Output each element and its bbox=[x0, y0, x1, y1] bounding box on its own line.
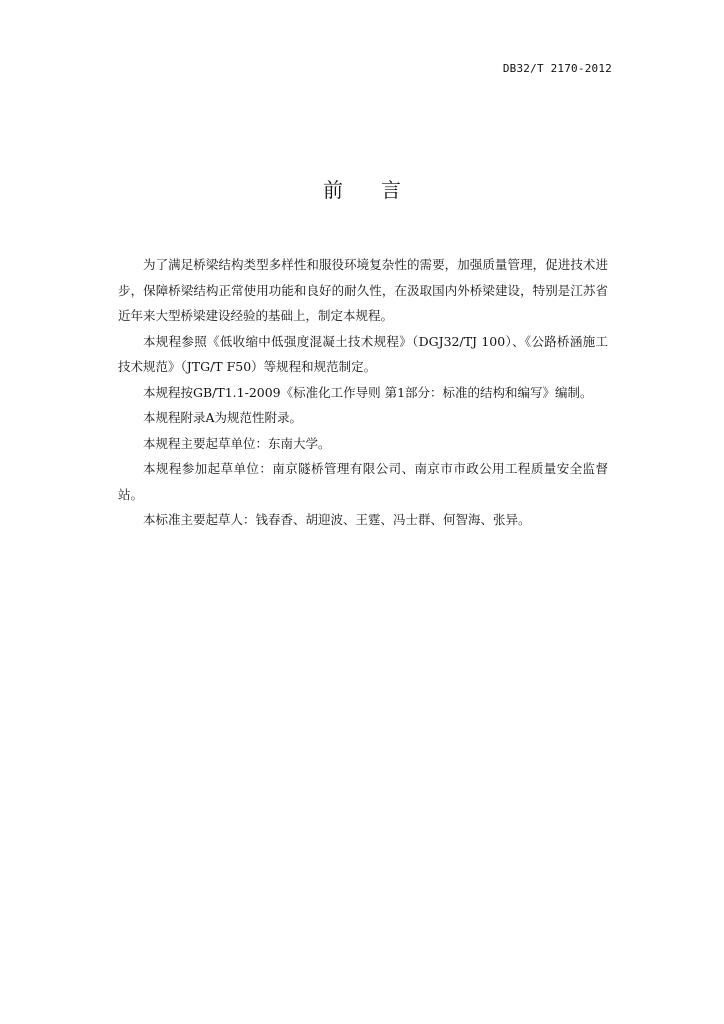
title-char-2: 言 bbox=[381, 178, 401, 202]
paragraph-purpose: 为了满足桥梁结构类型多样性和服役环境复杂性的需要，加强质量管理，促进技术进步，保障桥梁结构正常使用功能和良好的耐久性，在汲取国内外桥梁建设，特别是江苏省近年来大型桥梁建设经验的基础上，制定本规程。 bbox=[118, 257, 608, 323]
page-title bbox=[0, 174, 724, 203]
document-code: DB32/T 2170-2012 bbox=[502, 62, 612, 75]
title-char-1: 前 bbox=[323, 178, 343, 202]
paragraph-drafting-rules: 本规程按GB/T1.1-2009《标准化工作导则 第1部分：标准的结构和编写》编制。 bbox=[143, 384, 593, 400]
paragraph-participating-drafters: 本规程参加起草单位：南京隧桥管理有限公司、南京市市政公用工程质量安全监督站。 bbox=[118, 461, 608, 502]
paragraph-drafters-names: 本标准主要起草人：钱春香、胡迎波、王霆、冯士群、何智海、张异。 bbox=[143, 512, 531, 527]
paragraph-appendix: 本规程附录A为规范性附录。 bbox=[143, 410, 303, 425]
paragraph-main-drafter: 本规程主要起草单位：东南大学。 bbox=[143, 435, 331, 451]
foreword-body bbox=[118, 252, 608, 533]
paragraph-references: 本规程参照《低收缩中低强度混凝土技术规程》（DGJ32/TJ 100）、《公路桥涵施工技术规范》（JTG/T F50）等规程和规范制定。 bbox=[118, 333, 608, 374]
